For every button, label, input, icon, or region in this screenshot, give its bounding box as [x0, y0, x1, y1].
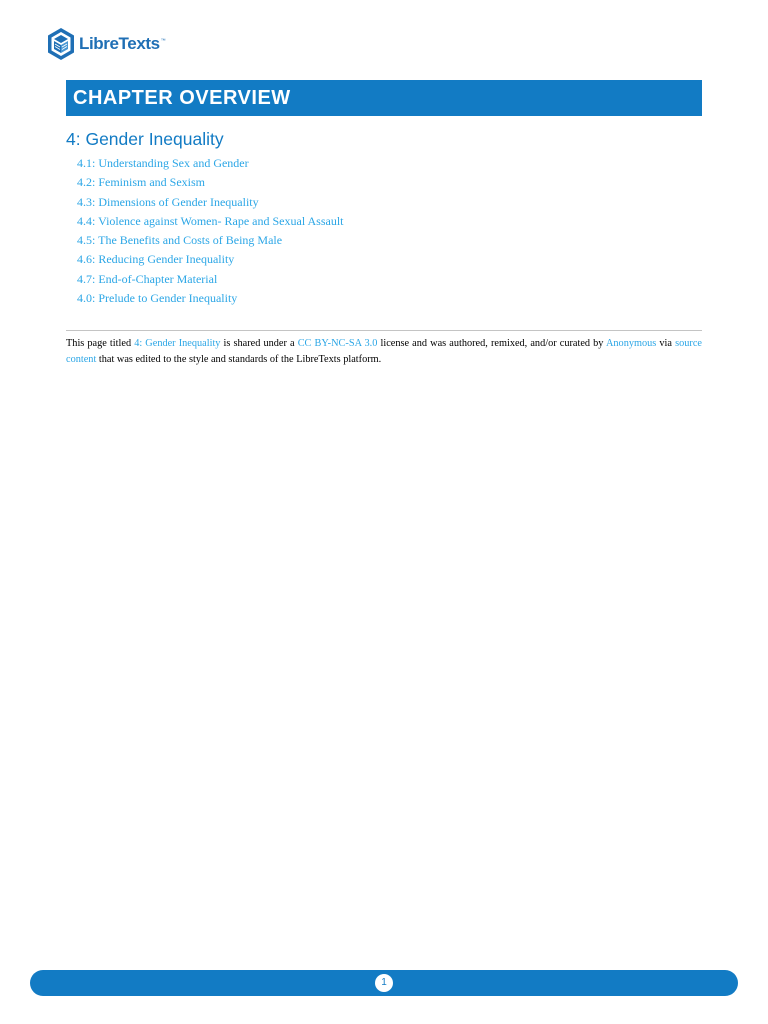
- page-number-badge: 1: [375, 974, 393, 992]
- section-link-4-5[interactable]: 4.5: The Benefits and Costs of Being Male: [77, 233, 283, 248]
- page-title-link[interactable]: 4: Gender Inequality: [134, 338, 221, 349]
- libretexts-hexagon-books-icon: [46, 27, 76, 61]
- license-text-3: license and was authored, remixed, and/or curated by: [377, 338, 606, 349]
- license-notice: [66, 336, 702, 368]
- logo-wordmark: LibreTexts: [79, 34, 160, 53]
- section-link-4-7[interactable]: 4.7: End-of-Chapter Material: [77, 271, 218, 286]
- section-link-4-6[interactable]: 4.6: Reducing Gender Inequality: [77, 252, 235, 267]
- chapter-overview-banner: [66, 80, 702, 116]
- source-content-link[interactable]: source content: [66, 338, 702, 365]
- license-text-1: This page titled: [66, 338, 135, 349]
- author-link[interactable]: Anonymous: [605, 338, 657, 349]
- license-link[interactable]: CC BY-NC-SA 3.0: [297, 338, 378, 349]
- section-link-4-1[interactable]: 4.1: Understanding Sex and Gender: [77, 156, 249, 170]
- section-list: [77, 154, 343, 308]
- license-text-4: via: [656, 338, 676, 349]
- libretexts-logo[interactable]: [46, 27, 166, 61]
- banner-title: CHAPTER OVERVIEW: [73, 86, 291, 109]
- section-link-4-0[interactable]: 4.0: Prelude to Gender Inequality: [77, 291, 238, 306]
- logo-trademark: ™: [160, 38, 166, 44]
- chapter-title[interactable]: 4: Gender Inequality: [66, 129, 224, 149]
- section-link-4-3[interactable]: 4.3: Dimensions of Gender Inequality: [77, 194, 259, 209]
- license-text-5: that was edited to the style and standards of the LibreTexts platform.: [96, 354, 382, 365]
- license-divider: [66, 330, 702, 331]
- license-text-2: is shared under a: [220, 338, 298, 349]
- section-link-4-2[interactable]: 4.2: Feminism and Sexism: [77, 175, 206, 190]
- section-link-4-4[interactable]: 4.4: Violence against Women- Rape and Sexual Assault: [77, 213, 344, 228]
